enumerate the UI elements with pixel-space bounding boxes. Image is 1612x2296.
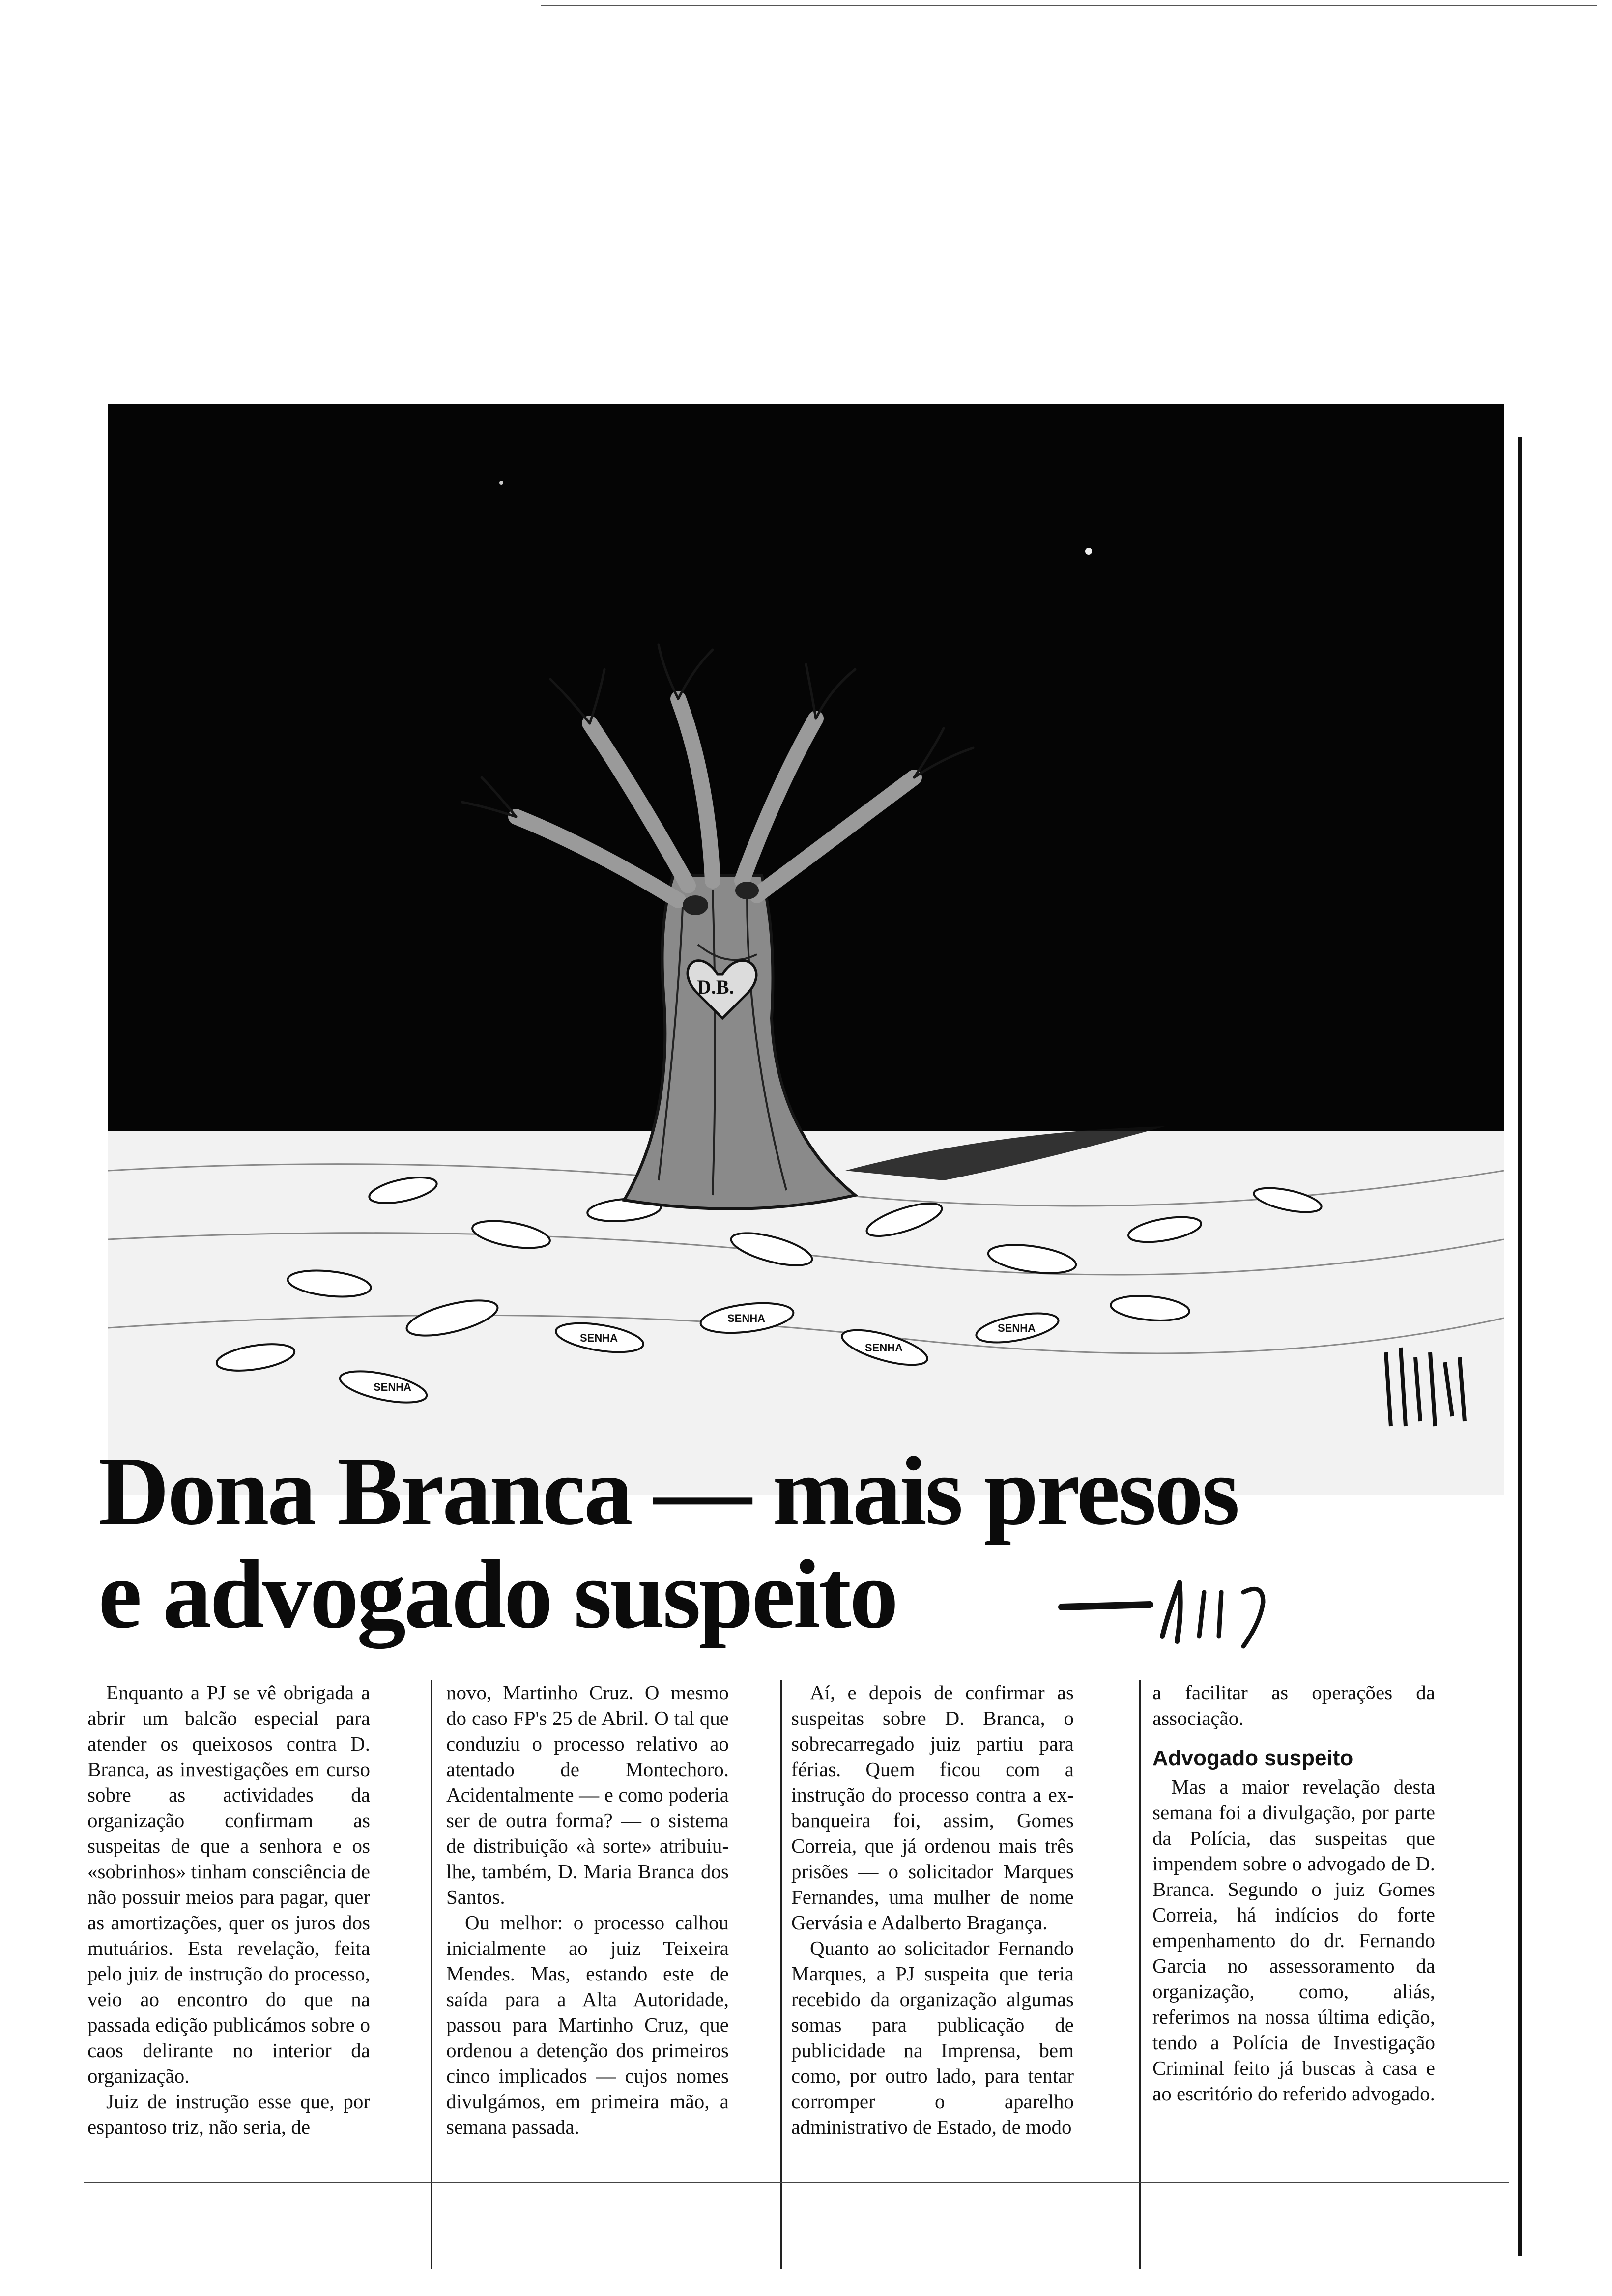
cartoon-leaf-label: SENHA	[727, 1312, 766, 1324]
article-column-2	[446, 1680, 729, 2140]
headline-line-1: Dona Branca — mais presos	[98, 1437, 1238, 1546]
paragraph: Ou melhor: o processo calhou inicialmente ao juiz Teixeira Mendes. Mas, estando este de saída para a Alta Autoridade, passou para Martinho Cruz, que ordenou a detenção dos primeiros cinco implicados — cujos nomes divulgámos, em primeira mão, a semana passada.	[446, 1911, 729, 2138]
cartoon-leaf-label: SENHA	[998, 1322, 1036, 1334]
tree-heart-label: D.B.	[697, 976, 734, 998]
paragraph: Aí, e depois de confirmar as suspeitas sobre D. Branca, o sobrecarregado juiz partiu para férias. Quem ficou com a instrução do processo contra a ex-banqueira foi, assim, Gomes Correia, que já ordenou mais três prisões — o solicitador Marques Fernandes, uma mulher de nome Gervásia e Adalberto Bragança.	[791, 1681, 1074, 1934]
column-divider	[431, 1680, 432, 2269]
editorial-cartoon	[108, 404, 1504, 1495]
paragraph: Mas a maior revelação desta semana foi a divulgação, por parte da Polícia, das suspeitas que impendem sobre o advogado de D. Branca. Segundo o juiz Gomes Correia, há indícios do forte empenhamento do dr. Fernando Garcia no assessoramento da organização, como, aliás, referimos na nossa última edição, tendo a Polícia de Investigação Criminal feito já buscas à casa e ao escritório do referido advogado.	[1152, 1776, 1435, 2105]
article-column-3	[791, 1680, 1074, 2140]
handwritten-signature	[1057, 1563, 1278, 1651]
section-subheading: Advogado suspeito	[1152, 1746, 1353, 1770]
article-column-1	[87, 1680, 370, 2140]
bottom-rule	[84, 2182, 1509, 2183]
column-divider	[780, 1680, 782, 2269]
headline-line-2: e advogado suspeito	[98, 1540, 897, 1649]
cartoon-leaf-label: SENHA	[374, 1381, 412, 1393]
paragraph: a facilitar as operações da associação.	[1152, 1681, 1435, 1729]
paragraph: Quanto ao solicitador Fernando Marques, a PJ suspeita que teria recebido da organização algumas somas para publicação de publicidade na Imprensa, bem como, por outro lado, para tentar corromper o aparelho administrativo de Estado, de modo	[791, 1937, 1074, 2138]
page-edge-line	[541, 5, 1597, 6]
cartoon-leaf-label: SENHA	[865, 1342, 903, 1354]
article-column-4	[1152, 1680, 1435, 2106]
column-divider	[1139, 1680, 1141, 2269]
paragraph: Juiz de instrução esse que, por espantoso triz, não seria, de	[87, 2090, 370, 2138]
headline	[98, 1437, 1524, 1649]
column-border	[1518, 437, 1522, 2256]
cartoon-leaf-label: SENHA	[580, 1332, 618, 1344]
paragraph: Enquanto a PJ se vê obrigada a abrir um balcão especial para atender os queixosos contra D. Branca, as investigações em curso sobre as actividades da organização confirmam as suspeitas de que a senhora e os «sobrinhos» tinham consciência de não possuir meios para pagar, quer as amortizações, quer os juros dos mutuários. Esta revelação, feita pelo juiz de instrução do processo, veio ao encontro do que na passada edição publicámos sobre o caos delirante no interior da organização.	[87, 1681, 371, 2087]
paragraph: novo, Martinho Cruz. O mesmo do caso FP's 25 de Abril. O tal que conduziu o processo relativo ao atentado de Montechoro. Acidentalmente — e como poderia ser de outra forma? — o sistema de distribuição «à sorte» atribuiu-lhe, também, D. Maria Branca dos Santos.	[446, 1681, 729, 1908]
